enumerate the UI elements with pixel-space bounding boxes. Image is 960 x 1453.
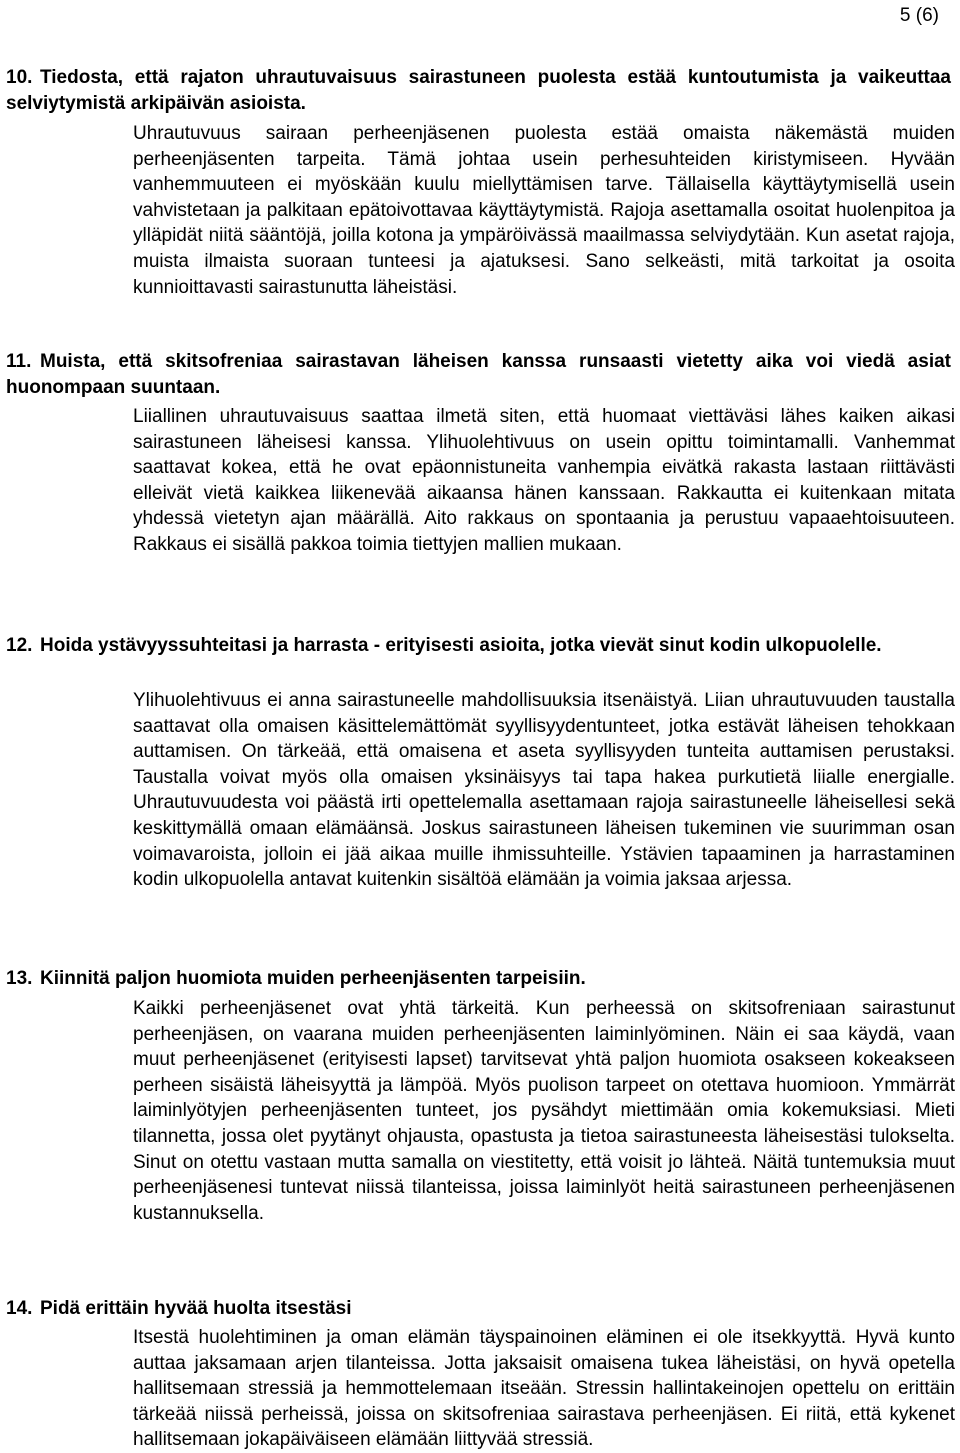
section-heading-11 [6, 349, 951, 400]
section-body-13 [133, 996, 955, 1226]
section-body-10 [133, 121, 955, 300]
section-body-14 [133, 1325, 955, 1453]
section-heading-text: Pidä erittäin hyvää huolta itsestäsi [40, 1298, 352, 1319]
section-paragraph: Liiallinen uhrautuvaisuus saattaa ilmetä siten, että huomaat viettäväsi lähes kaiken aikasi sairastuneen läheisesi kanssa. Ylihuolehtivuus on usein opittu toimintamalli. Vanhemmat saattavat kokea, että he ovat epäonnistuneita vanhempia eivätkä rakasta lastaan riittävästi elleivät vietä kaikkea liikenevää aikaansa hänen kanssaan. Rakkautta ei kuitenkaan mitata yhdessä vietetyn ajan määrällä. Aito rakkaus on spontaania ja perustuu vapaaehtoisuuteen. Rakkaus ei sisällä pakkoa toimia tiettyjen mallien mukaan. [133, 406, 955, 555]
section-heading-10 [6, 65, 951, 116]
section-number: 10. [6, 67, 33, 88]
section-heading-text: Tiedosta, että rajaton uhrautuvaisuus sairastuneen puolesta estää kuntoutumista ja vaikeuttaa selviytymistä arkipäivän asioista. [6, 67, 951, 114]
section-paragraph: Kaikki perheenjäsenet ovat yhtä tärkeitä. Kun perheessä on skitsofreniaan sairastunut perheenjäsen, on vaarana muiden perheenjäsenten laiminlyöminen. Näin ei saa käydä, vaan muut perheenjäsenet (erityisesti lapset) tarvitsevat yhtä paljon huomiota osakseen kokeakseen perheen sisäistä läheisyyttä ja lämpöä. Myös puolison tarpeet on otettava huomioon. Ymmärrät laiminlyötyjen perheenjäsenten tunteet, jos pysähdyt miettimään omia kokemuksiasi. Mieti tilannetta, jossa olet pyytänyt ohjausta, opastusta ja tietoa sairastuneesta läheisestäsi tulokselta. Sinut on otettu vastaan mutta samalla on viestitetty, että voisit jo lähteä. Näitä tuntemuksia muut perheenjäsenesi tuntevat niissä tilanteissa, joissa laiminlyöt heitä sairastuneen perheenjäsenen kustannuksella. [133, 998, 955, 1224]
section-number: 11. [6, 351, 32, 372]
section-paragraph: Uhrautuvuus sairaan perheenjäsenen puolesta estää omaista näkemästä muiden perheenjäsenten tarpeita. Tämä johtaa usein perhesuhteiden kiristymiseen. Hyvään vanhemmuuteen ei myöskään kuulu miellyttämisen tarve. Tällaisella käyttäytymisellä usein vahvistetaan ja palkitaan epätoivottavaa käyttäytymistä. Rajoja asettamalla osoitat huolenpitoa ja ylläpidät niitä sääntöjä, joilla kotona ja ympäröivässä maailmassa selviydytään. Kun asetat rajoja, muista ilmaista suoraan tunteesi ja ajatuksesi. Sano selkeästi, mitä tarkoitat ja osoita kunnioittavasti sairastunutta läheistäsi. [133, 123, 955, 298]
section-number: 14. [6, 1298, 33, 1319]
section-heading-14 [6, 1296, 951, 1322]
section-body-12 [133, 688, 955, 893]
section-heading-text: Muista, että skitsofreniaa sairastavan läheisen kanssa runsaasti vietetty aika voi viedä asiat huonompaan suuntaan. [6, 351, 951, 398]
section-number: 12. [6, 635, 33, 656]
section-number: 13. [6, 968, 33, 989]
section-paragraph: Ylihuolehtivuus ei anna sairastuneelle mahdollisuuksia itsenäistyä. Liian uhrautuvuuden taustalla saattavat olla omaisen käsittelemättömät syyllisyydentunteet, jotka estävät läheisen tehokkaan auttamisen. On tärkeää, että omaisena et aseta syyllisyyden tunteita auttamisen perustaksi. Taustalla voivat myös olla omaisen yksinäisyys tai tapa hakea purkutietä liialle energialle. Uhrautuvuudesta voi päästä irti opettelemalla asettamaan rajoja sairastuneelle läheisellesi sekä keskittymällä omaan elämäänsä. Joskus sairastuneen läheisen tukeminen vie suurimman osan voimavaroista, jolloin ei jää aikaa muille ihmissuhteille. Ystävien tapaaminen ja harrastaminen kodin ulkopuolella antavat kuitenkin sisältöä elämään ja voimia jaksaa arjessa. [133, 690, 955, 891]
section-heading-text: Hoida ystävyyssuhteitasi ja harrasta - erityisesti asioita, jotka vievät sinut kodin ulkopuolelle. [40, 635, 882, 656]
section-body-11 [133, 404, 955, 558]
section-heading-text: Kiinnitä paljon huomiota muiden perheenjäsenten tarpeisiin. [40, 968, 586, 989]
page-number: 5 (6) [899, 5, 939, 26]
section-heading-12 [6, 633, 951, 659]
section-heading-13 [6, 966, 951, 992]
section-paragraph: Itsestä huolehtiminen ja oman elämän täyspainoinen eläminen ei ole itsekkyyttä. Hyvä kunto auttaa jaksamaan arjen tilanteissa. Jotta jaksaisit omaisena tukea läheistäsi, on hyvä opetella hallitsemaan stressiä ja hemmottelemaan itseään. Stressin hallintakeinojen opettelu on erittäin tärkeää niissä perheissä, joissa on skitsofreniaa sairastava perheenjäsen. Ei riitä, että kykenet hallitsemaan jokapäiväiseen elämään liittyvää stressiä. [133, 1327, 955, 1451]
